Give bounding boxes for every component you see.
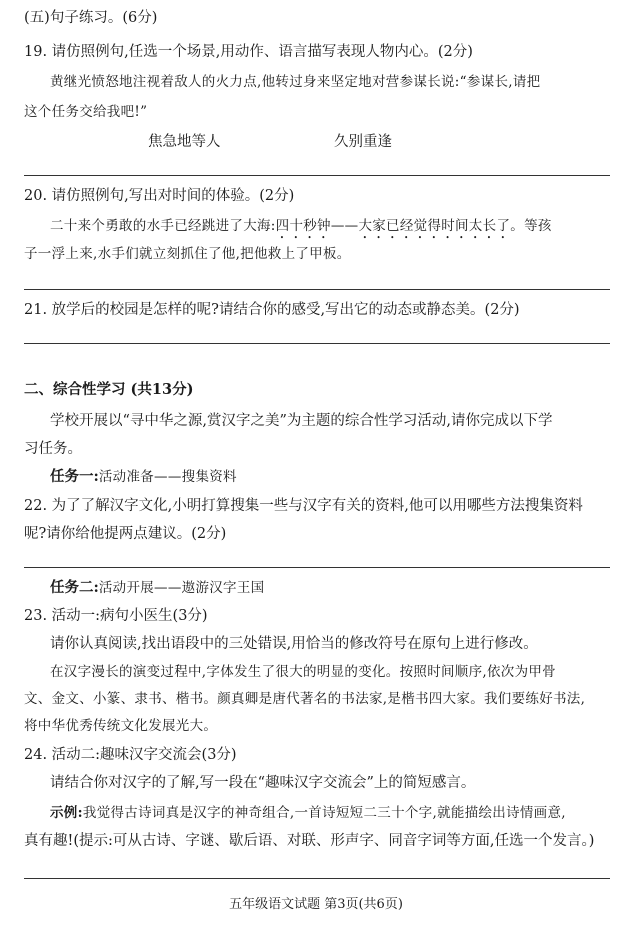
question-20-example-part-a: 二十来个勇敢的水手已经跳进了大海: [50,218,276,234]
section-title-sentence-practice: (五)句子练习。(6分) [24,10,158,26]
question-24-example-text: 我觉得古诗词真是汉字的神奇组合,一首诗短短二三十个字,就能描绘出诗情画意, [82,805,566,821]
section-title-comprehensive-learning: 二、综合性学习 (共13分) [24,381,194,398]
question-23-paragraph-line-3: 将中华优秀传统文化发展光大。 [24,718,218,734]
answer-line-q20[interactable] [24,289,610,290]
question-24-example-line-2: 真有趣!(提示:可从古诗、字谜、歇后语、对联、形声字、同音字词等方面,任选一个发言。) [24,833,595,849]
question-23-paragraph-line-1: 在汉字漫长的演变过程中,字体发生了很大的明显的变化。按照时间顺序,依次为甲骨 [50,664,556,680]
task-2-label: 任务二: [50,579,99,596]
question-23-instruction: 请你认真阅读,找出语段中的三处错误,用恰当的修改符号在原句上进行修改。 [50,636,538,652]
answer-line-q21[interactable] [24,343,610,344]
task-1-text: 活动准备——搜集资料 [98,469,237,485]
question-22-line-1: 22. 为了了解汉字文化,小明打算搜集一些与汉字有关的资料,他可以用哪些方法搜集资料 [24,498,583,514]
section-2-intro-line-2: 习任务。 [24,441,82,457]
question-22-line-2: 呢?请你给他提两点建议。(2分) [24,526,227,542]
answer-line-q19[interactable] [24,175,610,176]
question-20-example-line-2: 子一浮上来,水手们就立刻抓住了他,把他救上了甲板。 [24,246,351,262]
answer-line-q24[interactable] [24,878,610,879]
answer-line-q22[interactable] [24,567,610,568]
question-19-option-a: 焦急地等人 [148,134,221,150]
question-23-paragraph-line-2: 文、金文、小篆、隶书、楷书。颜真卿是唐代著名的书法家,是楷书四大家。我们要练好书法, [24,691,586,707]
question-24-title: 24. 活动二:趣味汉字交流会(3分) [24,747,237,763]
question-23-title: 23. 活动一:病句小医生(3分) [24,608,208,624]
question-19-example-line-1: 黄继光愤怒地注视着敌人的火力点,他转过身来坚定地对营参谋长说:“参谋长,请把 [50,74,541,90]
task-1-label: 任务一: [50,468,99,485]
task-1-heading [50,467,237,487]
task-2-heading [50,578,264,598]
question-19-option-b: 久别重逢 [334,134,392,150]
question-24-example-line-1 [50,803,566,823]
task-2-text: 活动开展——遨游汉字王国 [98,580,265,596]
question-19-example-line-2: 这个任务交给我吧!” [24,104,148,120]
section-2-intro-line-1: 学校开展以“寻中华之源,赏汉字之美”为主题的综合性学习活动,请你完成以下学 [50,413,553,429]
question-20-example-dotted: 四十秒钟——大家已经觉得时间太长了 [275,218,511,234]
question-20-example-line-1 [50,216,552,242]
page-footer: 五年级语文试题 第3页(共6页) [229,897,403,912]
question-20-example-part-b: 。等孩 [510,218,552,234]
question-19-prompt: 19. 请仿照例句,任选一个场景,用动作、语言描写表现人物内心。(2分) [24,44,473,60]
question-24-example-label: 示例: [50,805,83,821]
question-21-prompt: 21. 放学后的校园是怎样的呢?请结合你的感受,写出它的动态或静态美。(2分) [24,302,520,318]
question-24-instruction: 请结合你对汉字的了解,写一段在“趣味汉字交流会”上的简短感言。 [50,775,476,791]
question-20-prompt: 20. 请仿照例句,写出对时间的体验。(2分) [24,188,295,204]
